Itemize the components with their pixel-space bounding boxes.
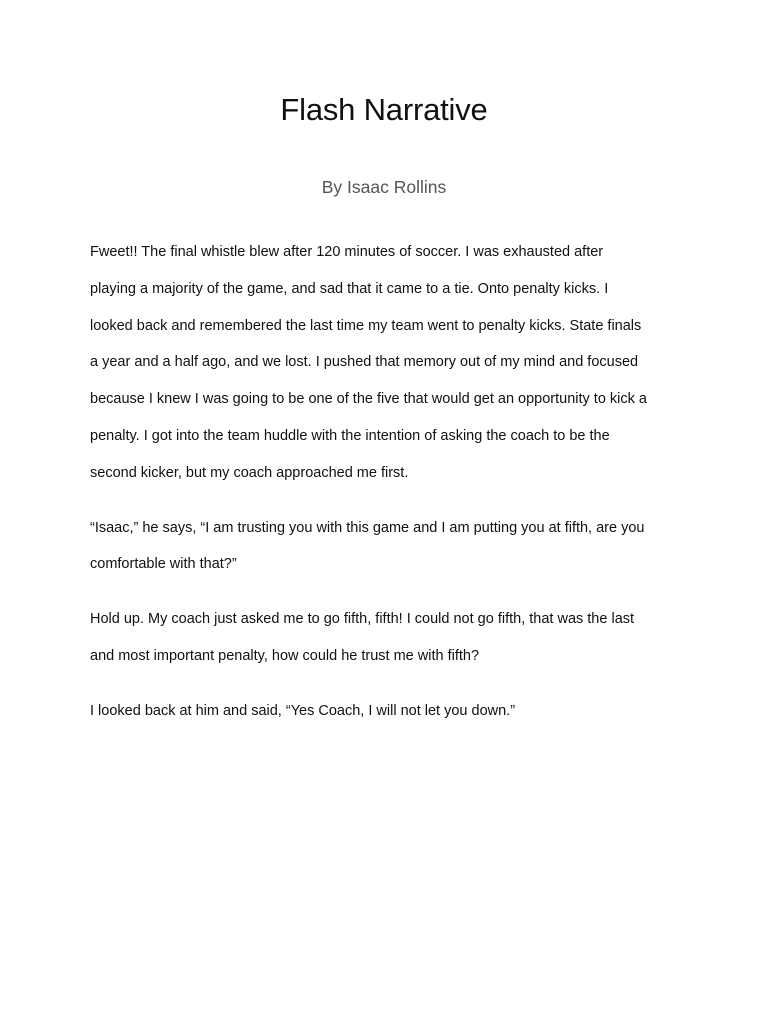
text-line: second kicker, but my coach approached me first. (90, 464, 409, 481)
paragraph-2 (90, 519, 690, 574)
document-title: Flash Narrative (280, 92, 488, 127)
text-line: Fweet!! The final whistle blew after 120 minutes of soccer. I was exhausted after (90, 244, 604, 260)
text-line: comfortable with that?” (90, 556, 237, 573)
text-line: a year and a half ago, and we lost. I pushed that memory out of my mind and focused (90, 354, 639, 371)
text-line: penalty. I got into the team huddle with the intention of asking the coach to be the (90, 427, 610, 444)
paragraph-4 (90, 702, 690, 720)
document-body (90, 243, 690, 757)
text-line: looked back and remembered the last time my team went to penalty kicks. State finals (90, 317, 642, 334)
text-line: and most important penalty, how could he trust me with fifth? (90, 647, 480, 664)
paragraph-1 (90, 243, 690, 482)
text-line: playing a majority of the game, and sad that it came to a tie. Onto penalty kicks. I (90, 280, 609, 297)
text-line: “Isaac,” he says, “I am trusting you with this game and I am putting you at fifth, are you (90, 519, 645, 536)
document-byline: By Isaac Rollins (321, 177, 447, 197)
text-line: I looked back at him and said, “Yes Coach, I will not let you down.” (90, 702, 516, 719)
paragraph-3 (90, 610, 690, 665)
text-line: because I knew I was going to be one of the five that would get an opportunity to kick a (90, 391, 647, 408)
text-line: Hold up. My coach just asked me to go fifth, fifth! I could not go fifth, that was the last (90, 611, 635, 628)
